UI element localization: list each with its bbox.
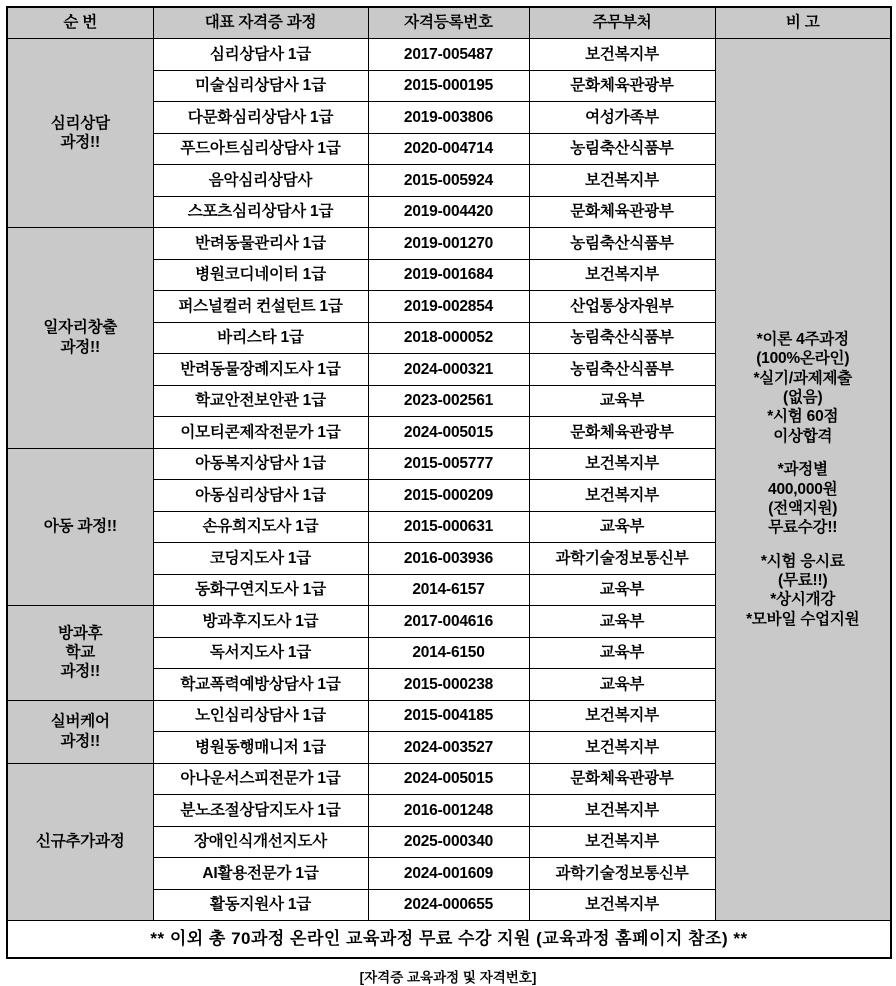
course-name-cell: 아동심리상담사 1급 bbox=[153, 480, 368, 512]
registration-number-cell: 2014-6157 bbox=[368, 574, 529, 606]
registration-number-cell: 2019-004420 bbox=[368, 196, 529, 228]
header-cell-number: 순 번 bbox=[7, 7, 153, 39]
course-name-cell: 아동복지상담사 1급 bbox=[153, 448, 368, 480]
course-name-cell: 장애인식개선지도사 bbox=[153, 826, 368, 858]
registration-number-cell: 2024-005015 bbox=[368, 763, 529, 795]
course-name-cell: 이모티콘제작전문가 1급 bbox=[153, 417, 368, 449]
header-cell-regno: 자격등록번호 bbox=[368, 7, 529, 39]
registration-number-cell: 2024-000655 bbox=[368, 889, 529, 921]
footer-row bbox=[7, 921, 891, 959]
course-name-cell: 활동지원사 1급 bbox=[153, 889, 368, 921]
ministry-cell: 보건복지부 bbox=[529, 795, 715, 827]
ministry-cell: 문화체육관광부 bbox=[529, 196, 715, 228]
registration-number-cell: 2015-000631 bbox=[368, 511, 529, 543]
registration-number-cell: 2019-003806 bbox=[368, 102, 529, 134]
ministry-cell: 교육부 bbox=[529, 606, 715, 638]
registration-number-cell: 2015-000195 bbox=[368, 70, 529, 102]
registration-number-cell: 2015-004185 bbox=[368, 700, 529, 732]
note-line: 400,000원 bbox=[768, 480, 838, 498]
course-name-cell: 방과후지도사 1급 bbox=[153, 606, 368, 638]
course-name-cell: 반려동물장례지도사 1급 bbox=[153, 354, 368, 386]
course-name-cell: 미술심리상담사 1급 bbox=[153, 70, 368, 102]
ministry-cell: 교육부 bbox=[529, 385, 715, 417]
ministry-cell: 보건복지부 bbox=[529, 259, 715, 291]
course-name-cell: 분노조절상담지도사 1급 bbox=[153, 795, 368, 827]
ministry-cell: 문화체육관광부 bbox=[529, 763, 715, 795]
registration-number-cell: 2015-000209 bbox=[368, 480, 529, 512]
registration-number-cell: 2019-001270 bbox=[368, 228, 529, 260]
note-line: (없음) bbox=[783, 389, 823, 406]
registration-number-cell: 2025-000340 bbox=[368, 826, 529, 858]
footer-note-cell: ** 이외 총 70과정 온라인 교육과정 무료 수강 지원 (교육과정 홈페이지 참조) ** bbox=[7, 921, 891, 959]
group-label-cell: 신규추가과정 bbox=[7, 763, 153, 921]
course-name-cell: 손유희지도사 1급 bbox=[153, 511, 368, 543]
table-header bbox=[7, 7, 891, 39]
ministry-cell: 농림축산식품부 bbox=[529, 228, 715, 260]
table-row bbox=[7, 39, 891, 71]
registration-number-cell: 2017-004616 bbox=[368, 606, 529, 638]
course-name-cell: 독서지도사 1급 bbox=[153, 637, 368, 669]
registration-number-cell: 2020-004714 bbox=[368, 133, 529, 165]
ministry-cell: 보건복지부 bbox=[529, 732, 715, 764]
header-row bbox=[7, 7, 891, 39]
ministry-cell: 보건복지부 bbox=[529, 700, 715, 732]
note-line: *실기/과제제출 bbox=[753, 369, 853, 387]
course-name-cell: 심리상담사 1급 bbox=[153, 39, 368, 71]
note-line: *이론 4주과정 bbox=[756, 330, 849, 348]
group-label-cell: 방과후 학교 과정!! bbox=[7, 606, 153, 701]
registration-number-cell: 2024-005015 bbox=[368, 417, 529, 449]
header-cell-ministry: 주무부처 bbox=[529, 7, 715, 39]
note-line: *시험 응시료 bbox=[760, 552, 845, 570]
course-name-cell: 푸드아트심리상담사 1급 bbox=[153, 133, 368, 165]
registration-number-cell: 2015-005777 bbox=[368, 448, 529, 480]
course-name-cell: 퍼스널컬러 컨설턴트 1급 bbox=[153, 291, 368, 323]
course-name-cell: 병원코디네이터 1급 bbox=[153, 259, 368, 291]
course-name-cell: 반려동물관리사 1급 bbox=[153, 228, 368, 260]
ministry-cell: 보건복지부 bbox=[529, 889, 715, 921]
course-name-cell: 동화구연지도사 1급 bbox=[153, 574, 368, 606]
course-name-cell: 스포츠심리상담사 1급 bbox=[153, 196, 368, 228]
figure-caption: [자격증 교육과정 및 자격번호] bbox=[359, 970, 537, 985]
note-line: *과정별 bbox=[777, 461, 828, 479]
registration-number-cell: 2016-003936 bbox=[368, 543, 529, 575]
ministry-cell: 농림축산식품부 bbox=[529, 354, 715, 386]
ministry-cell: 교육부 bbox=[529, 511, 715, 543]
course-name-cell: 다문화심리상담사 1급 bbox=[153, 102, 368, 134]
note-line: *시험 60점 bbox=[767, 408, 839, 426]
registration-number-cell: 2024-001609 bbox=[368, 858, 529, 890]
ministry-cell: 보건복지부 bbox=[529, 39, 715, 71]
registration-number-cell: 2015-000238 bbox=[368, 669, 529, 701]
course-name-cell: 학교안전보안관 1급 bbox=[153, 385, 368, 417]
ministry-cell: 보건복지부 bbox=[529, 480, 715, 512]
header-cell-note: 비 고 bbox=[715, 7, 891, 39]
note-line: 무료수강!! bbox=[768, 519, 838, 537]
course-name-cell: 학교폭력예방상담사 1급 bbox=[153, 669, 368, 701]
note-line: *상시개강 bbox=[770, 591, 836, 609]
registration-number-cell: 2016-001248 bbox=[368, 795, 529, 827]
ministry-cell: 여성가족부 bbox=[529, 102, 715, 134]
group-label-cell: 일자리창출 과정!! bbox=[7, 228, 153, 449]
registration-number-cell: 2024-000321 bbox=[368, 354, 529, 386]
registration-number-cell: 2024-003527 bbox=[368, 732, 529, 764]
note-line: (전액지원) bbox=[768, 499, 838, 517]
note-line: *모바일 수업지원 bbox=[746, 610, 860, 628]
registration-number-cell: 2019-001684 bbox=[368, 259, 529, 291]
registration-number-cell: 2019-002854 bbox=[368, 291, 529, 323]
certification-table bbox=[6, 6, 892, 959]
course-name-cell: 병원동행매니저 1급 bbox=[153, 732, 368, 764]
ministry-cell: 문화체육관광부 bbox=[529, 70, 715, 102]
note-line: (100%온라인) bbox=[756, 350, 850, 368]
notes-cell bbox=[715, 39, 891, 921]
ministry-cell: 농림축산식품부 bbox=[529, 133, 715, 165]
course-name-cell: 바리스타 1급 bbox=[153, 322, 368, 354]
ministry-cell: 농림축산식품부 bbox=[529, 322, 715, 354]
registration-number-cell: 2015-005924 bbox=[368, 165, 529, 197]
ministry-cell: 산업통상자원부 bbox=[529, 291, 715, 323]
ministry-cell: 교육부 bbox=[529, 669, 715, 701]
header-cell-course: 대표 자격증 과정 bbox=[153, 7, 368, 39]
course-name-cell: 음악심리상담사 bbox=[153, 165, 368, 197]
group-label-cell: 실버케어 과정!! bbox=[7, 700, 153, 763]
group-label-cell: 아동 과정!! bbox=[7, 448, 153, 606]
registration-number-cell: 2014-6150 bbox=[368, 637, 529, 669]
ministry-cell: 보건복지부 bbox=[529, 165, 715, 197]
ministry-cell: 보건복지부 bbox=[529, 826, 715, 858]
ministry-cell: 보건복지부 bbox=[529, 448, 715, 480]
table-body bbox=[7, 39, 891, 959]
ministry-cell: 교육부 bbox=[529, 574, 715, 606]
note-line: 이상합격 bbox=[773, 427, 833, 445]
note-line: (무료!!) bbox=[778, 572, 828, 589]
course-name-cell: 코딩지도사 1급 bbox=[153, 543, 368, 575]
course-name-cell: AI활용전문가 1급 bbox=[153, 858, 368, 890]
registration-number-cell: 2017-005487 bbox=[368, 39, 529, 71]
registration-number-cell: 2018-000052 bbox=[368, 322, 529, 354]
course-name-cell: 노인심리상담사 1급 bbox=[153, 700, 368, 732]
group-label-cell: 심리상담 과정!! bbox=[7, 39, 153, 228]
registration-number-cell: 2023-002561 bbox=[368, 385, 529, 417]
ministry-cell: 문화체육관광부 bbox=[529, 417, 715, 449]
course-name-cell: 아나운서스피전문가 1급 bbox=[153, 763, 368, 795]
ministry-cell: 교육부 bbox=[529, 637, 715, 669]
ministry-cell: 과학기술정보통신부 bbox=[529, 858, 715, 890]
ministry-cell: 과학기술정보통신부 bbox=[529, 543, 715, 575]
